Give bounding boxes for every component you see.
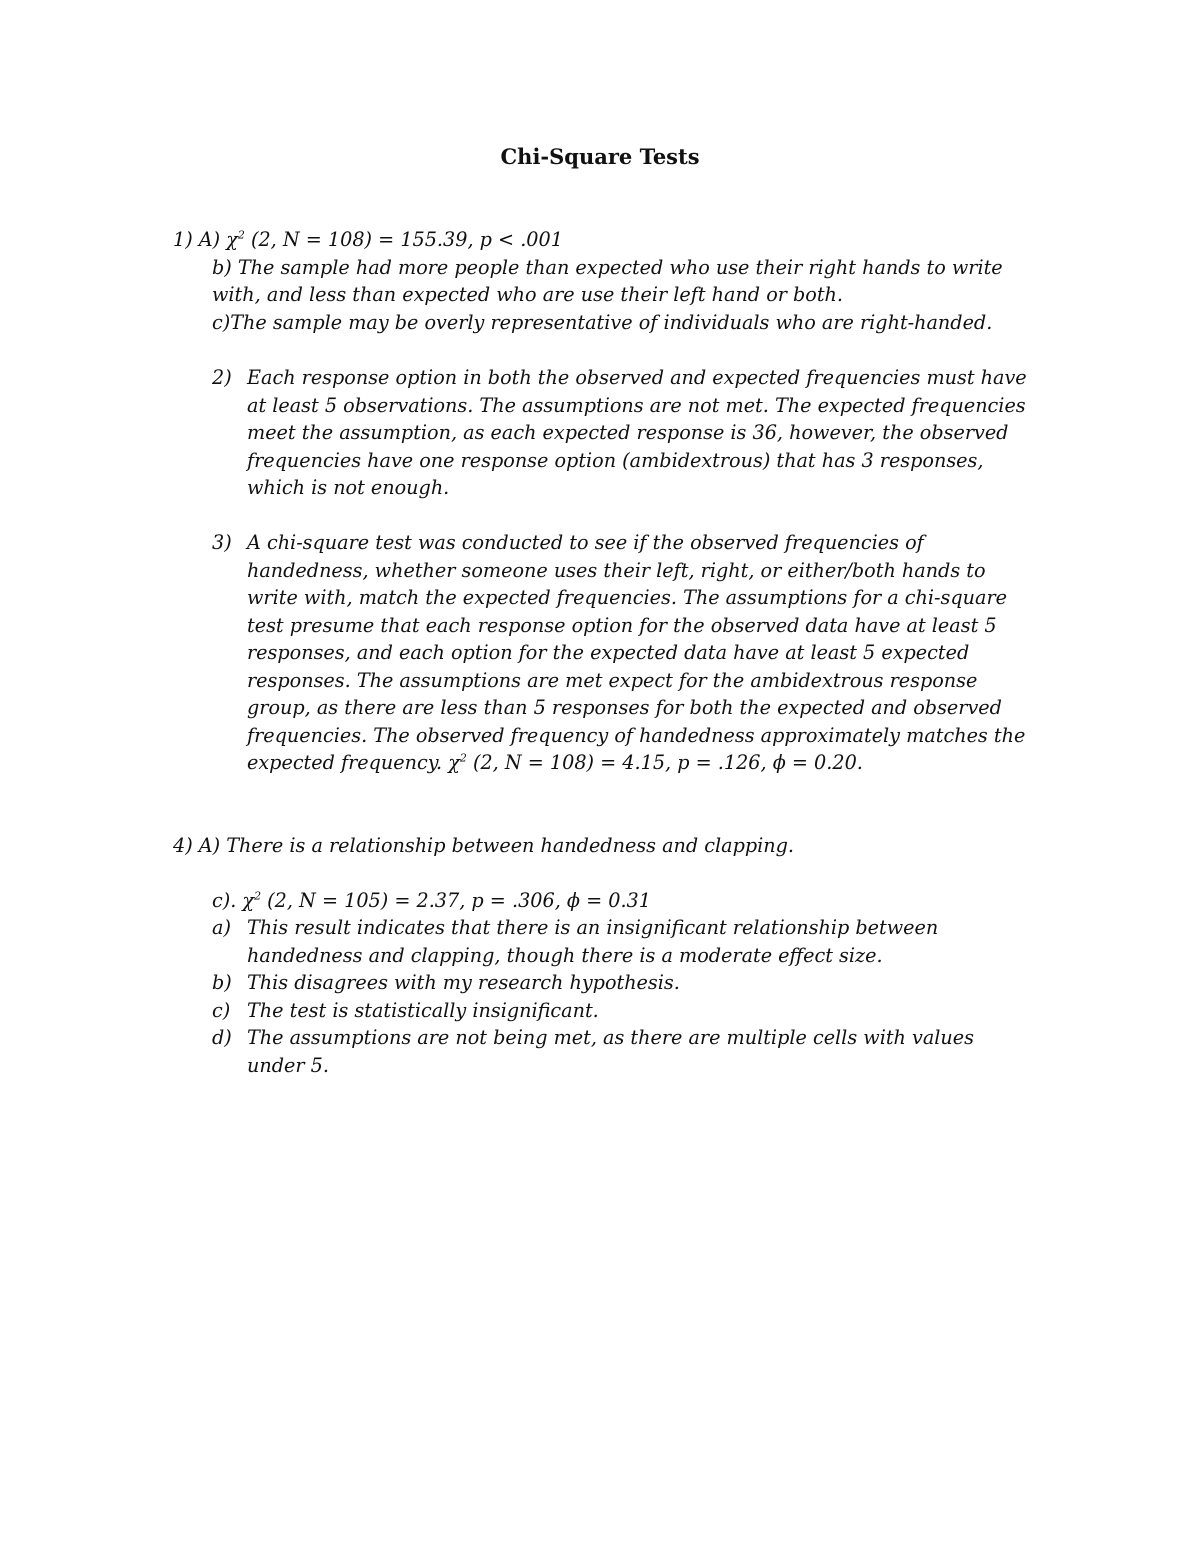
q1-prefix: 1) A) χ bbox=[173, 228, 238, 251]
q4-answer-c bbox=[212, 887, 651, 915]
q4-chi-superscript: 2 bbox=[254, 889, 262, 903]
q4-header: 4) A) There is a relationship between handedness and clapping. bbox=[173, 834, 795, 857]
q2-number: 2) bbox=[212, 366, 232, 389]
q1-answer-c: c)The sample may be overly representative of individuals who are right-handed. bbox=[212, 311, 993, 334]
q3-chi-superscript: 2 bbox=[459, 751, 467, 765]
q3-last-line bbox=[247, 749, 863, 777]
q3-line: A chi-square test was conducted to see if the observed frequencies of bbox=[247, 531, 924, 554]
q2-line: which is not enough. bbox=[247, 476, 450, 499]
q4-item-line: handedness and clapping, though there is a moderate effect size. bbox=[247, 944, 883, 967]
q3-line: handedness, whether someone uses their left, right, or either/both hands to bbox=[247, 559, 986, 582]
q4-item-line: This result indicates that there is an insignificant relationship between bbox=[247, 916, 939, 939]
q4-item-line: This disagrees with my research hypothesis. bbox=[247, 971, 680, 994]
q4-item-marker: b) bbox=[212, 971, 232, 994]
q3-last-prefix: expected frequency. χ bbox=[247, 751, 460, 774]
q4-item-marker: a) bbox=[212, 916, 231, 939]
q1-answer-b-line1: b) The sample had more people than expected who use their right hands to write bbox=[212, 256, 1003, 279]
q4-item-marker: c) bbox=[212, 999, 231, 1022]
q3-last-suffix: (2, N = 108) = 4.15, p = .126, ϕ = 0.20. bbox=[466, 751, 863, 774]
q4-c-suffix: (2, N = 105) = 2.37, p = .306, ϕ = 0.31 bbox=[261, 889, 651, 912]
q2-line: at least 5 observations. The assumptions are not met. The expected frequencies bbox=[247, 394, 1026, 417]
q4-item-line: The test is statistically insignificant. bbox=[247, 999, 599, 1022]
q4-item-line: under 5. bbox=[247, 1054, 329, 1077]
q2-line: frequencies have one response option (ambidextrous) that has 3 responses, bbox=[247, 449, 984, 472]
q1-stat: (2, N = 108) = 155.39, p < .001 bbox=[244, 228, 563, 251]
q3-line: frequencies. The observed frequency of handedness approximately matches the bbox=[247, 724, 1026, 747]
q2-line: meet the assumption, as each expected response is 36, however, the observed bbox=[247, 421, 1009, 444]
q1-answer-a bbox=[173, 226, 563, 254]
q1-answer-b-line2: with, and less than expected who are use their left hand or both. bbox=[212, 283, 844, 306]
q4-item-line: The assumptions are not being met, as there are multiple cells with values bbox=[247, 1026, 974, 1049]
page-title: Chi-Square Tests bbox=[500, 144, 700, 169]
q1-chi-superscript: 2 bbox=[237, 228, 245, 242]
q3-line: responses. The assumptions are met expect for the ambidextrous response bbox=[247, 669, 978, 692]
q3-line: write with, match the expected frequencies. The assumptions for a chi-square bbox=[247, 586, 1007, 609]
q4-item-marker: d) bbox=[212, 1026, 232, 1049]
q4-c-prefix: c). χ bbox=[212, 889, 255, 912]
q3-number: 3) bbox=[212, 531, 232, 554]
q3-line: responses, and each option for the expected data have at least 5 expected bbox=[247, 641, 970, 664]
q3-line: test presume that each response option for the observed data have at least 5 bbox=[247, 614, 997, 637]
q3-line: group, as there are less than 5 responses for both the expected and observed bbox=[247, 696, 1002, 719]
q2-line: Each response option in both the observed and expected frequencies must have bbox=[247, 366, 1027, 389]
